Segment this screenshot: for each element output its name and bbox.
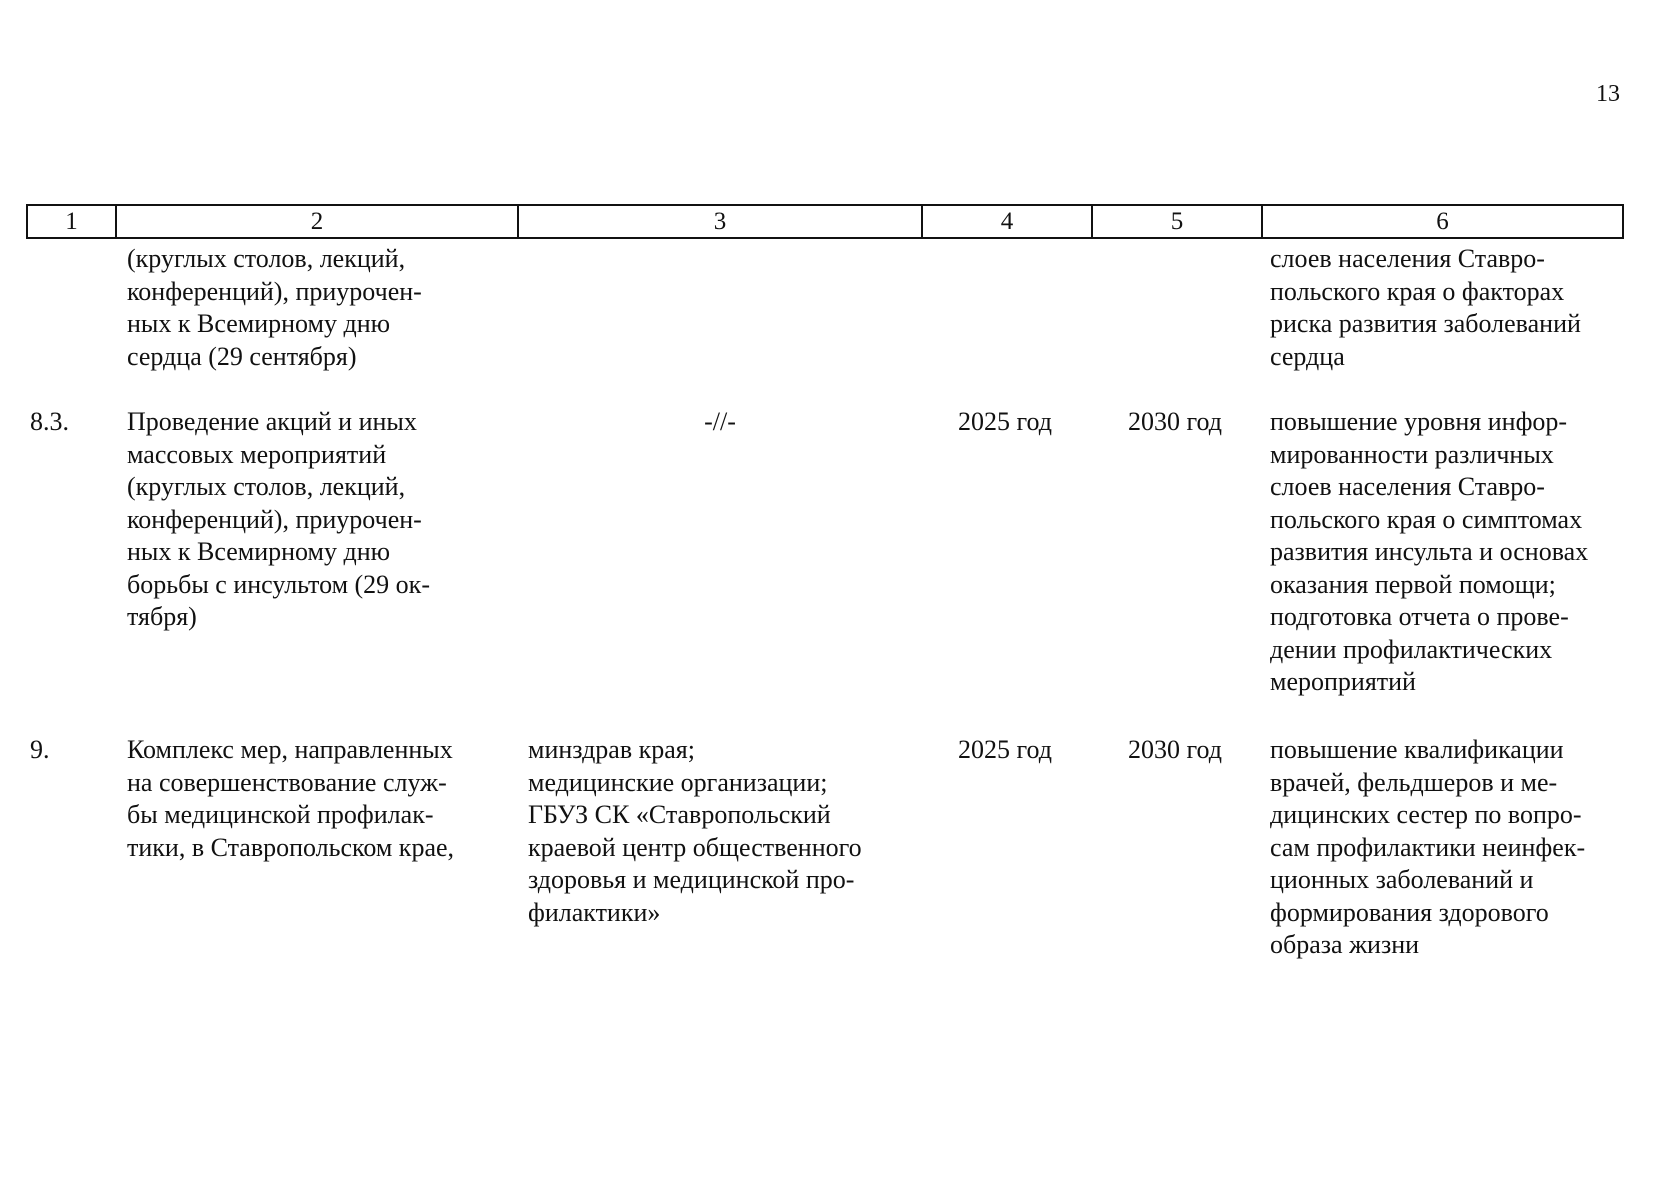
table-row-9-col2 [127,734,496,864]
text-line: тики, в Ставропольском крае, [127,832,455,862]
text-line: подготовка отчета о прове- [1270,602,1569,631]
text-line: польского края о симптомах [1270,504,1583,534]
table-row-continuation-col2 [127,243,496,373]
table-row-8-3-col6 [1270,406,1620,699]
table-row-continuation-col6 [1270,243,1620,373]
text-line: ционных заболеваний и [1270,865,1534,894]
table-row-9-col6 [1270,734,1620,962]
text-line: массовых мероприятий [127,439,387,469]
text-line: сам профилактики неинфек- [1270,832,1586,862]
text-line: развития инсульта и основах [1270,537,1589,566]
text-line: минздрав края; [528,735,695,764]
column-header-4: 4 [923,206,1093,237]
table-row-9-col3 [528,734,908,929]
text-line: ГБУЗ СК «Ставропольский [528,800,831,829]
column-header-6: 6 [1436,208,1449,235]
text-line: (круглых столов, лекций, [127,472,406,501]
column-header-2: 2 [117,206,519,237]
text-line: сердца (29 сентября) [127,341,357,371]
table-row-8-3-col5: 2030 год [1128,407,1222,436]
text-line: конференций), приурочен- [127,276,422,306]
text-line: риска развития заболеваний [1270,309,1581,338]
text-line: Проведение акций и иных [127,407,417,436]
text-line: (круглых столов, лекций, [127,244,406,273]
text-line: мероприятий [1270,667,1416,696]
text-line: мированности различных [1270,439,1554,469]
text-line: на совершенствование служ- [127,767,447,797]
text-line: повышение уровня инфор- [1270,407,1568,436]
text-line: слоев населения Ставро- [1270,244,1545,273]
text-line: конференций), приурочен- [127,504,422,534]
text-line: медицинские организации; [528,767,828,797]
text-line: бы медицинской профилак- [127,800,434,829]
text-line: ных к Всемирному дню [127,309,391,338]
table-header-row [26,204,1624,239]
table-row-8-3-col4: 2025 год [958,407,1052,436]
table-row-8-3-col3 [520,406,920,439]
text-line: Комплекс мер, направленных [127,735,453,764]
page-number: 13 [1596,81,1620,107]
text-line: формирования здорового [1270,897,1549,927]
text-line: ных к Всемирному дню [127,537,391,566]
text-line: дении профилактических [1270,634,1553,664]
column-header-3: 3 [519,206,923,237]
text-line: сердца [1270,341,1345,371]
text-line: слоев населения Ставро- [1270,472,1545,501]
text-line: дицинских сестер по вопро- [1270,800,1582,829]
column-header-1: 1 [28,206,117,237]
row-number-8-3: 8.3. [30,407,69,436]
text-line: повышение квалификации [1270,735,1564,764]
table-row-9-col4: 2025 год [958,735,1052,764]
table-row-9-col5: 2030 год [1128,735,1222,764]
text-line: оказания первой помощи; [1270,569,1556,599]
text-line: борьбы с инсультом (29 ок- [127,569,430,599]
text-line: тября) [127,602,197,631]
text-line: польского края о факторах [1270,276,1565,306]
row-number-9: 9. [30,735,50,764]
column-header-5: 5 [1093,206,1263,237]
text-line: -//- [704,407,736,436]
text-line: врачей, фельдшеров и ме- [1270,767,1558,797]
text-line: здоровья и медицинской про- [528,865,855,894]
text-line: образа жизни [1270,930,1420,959]
text-line: краевой центр общественного [528,832,862,862]
text-line: филактики» [528,897,661,927]
table-row-8-3-col2 [127,406,496,634]
